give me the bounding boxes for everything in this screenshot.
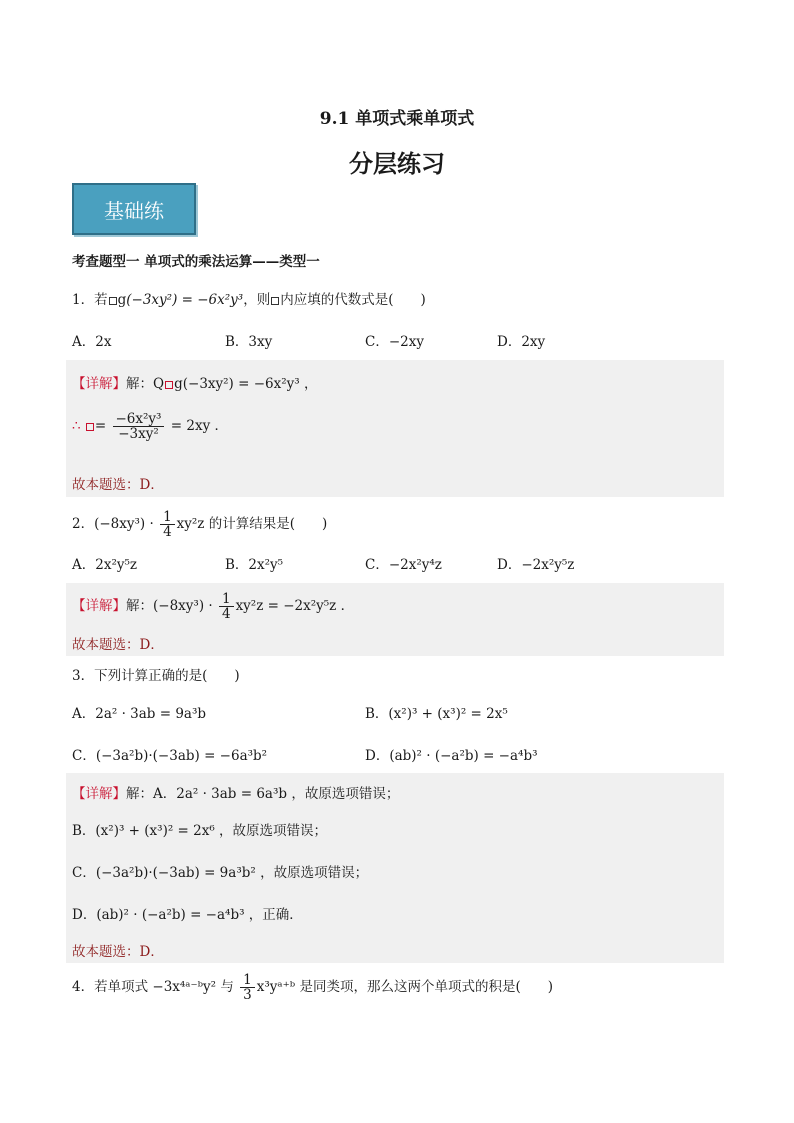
question-3: 3．下列计算正确的是( ) [72,668,240,684]
q1-option-d: D．2xy [497,334,546,350]
blank-box-icon [86,423,94,431]
q2-fraction: $\frac{1}{4}$ [160,510,175,539]
q1-option-b: B．3xy [225,334,273,350]
q2-answer-line1: 【详解】解：(−8xy³) · $\frac{1}{4}$ xy²z = −2x²y⁵z ． [72,591,355,622]
q3-answer-line4: D．(ab)² · (−a²b) = −a⁴b³ ，正确． [72,907,303,923]
q3-answer-line1: 【详解】解：A．2a² · 3ab = 6a³b ，故原选项错误； [72,786,400,802]
q3-answer-line2: B．(x²)³ + (x³)² = 2x⁶ ，故原选项错误； [72,823,328,839]
q3-option-c: C．(−3a²b)·(−3ab) = −6a³b² [72,748,268,764]
question-2: 2．(−8xy³) · $\frac{1}{4}$ xy²z 的计算结果是( ) [72,509,328,540]
q2-option-a: A．2x²y⁵z [72,557,138,573]
q3-option-d: D．(ab)² · (−a²b) = −a⁴b³ [365,748,538,764]
q3-answer-line3: C．(−3a²b)·(−3ab) = 9a³b² ，故原选项错误； [72,865,369,881]
q1-option-c: C．−2xy [365,334,424,350]
section-title: 9.1 单项式乘单项式 [319,109,475,129]
blank-box-icon [165,381,173,389]
q3-answer-final: 故本题选：D． [72,944,164,960]
question-1: 1．若 g(−3xy²) = −6x²y³，则 内应填的代数式是( ) [72,292,426,308]
q2-option-c: C．−2x²y⁴z [365,557,442,573]
page-subtitle: 分层练习 [349,149,445,178]
q1-answer-line2: ∴ = $\frac{\text{−6x²y³}}{\text{−3xy²}}$ = 2xy ． [72,411,228,442]
q4-fraction: $\frac{1}{3}$ [240,973,255,1002]
topic-heading: 考查题型一 单项式的乘法运算——类型一 [72,254,320,270]
q3-option-b: B．(x²)³ + (x³)² = 2x⁵ [365,706,508,722]
blank-box-icon [271,297,279,305]
question-4: 4．若单项式 −3x⁴ᵃ⁻ᵇy² 与 $\frac{1}{3}$ x³yᵃ⁺ᵇ 是同类项，那么这两个单项式的积是( ) [72,972,553,1003]
q2-option-d: D．−2x²y⁵z [497,557,575,573]
q1-fraction: $\frac{\text{−6x²y³}}{\text{−3xy²}}$ [113,412,165,441]
q3-option-a: A．2a² · 3ab = 9a³b [72,706,207,722]
q2-option-b: B．2x²y⁵ [225,557,284,573]
q1-option-a: A．2x [72,334,112,350]
q1-answer-line1: 【详解】解：Q g(−3xy²) = −6x²y³ ， [72,376,318,392]
q2-answer-final: 故本题选：D． [72,637,164,653]
q1-answer-final: 故本题选：D． [72,477,164,493]
blank-box-icon [109,297,117,305]
level-badge: 基础练 [72,183,196,235]
q2-answer-fraction: $\frac{1}{4}$ [219,592,234,621]
